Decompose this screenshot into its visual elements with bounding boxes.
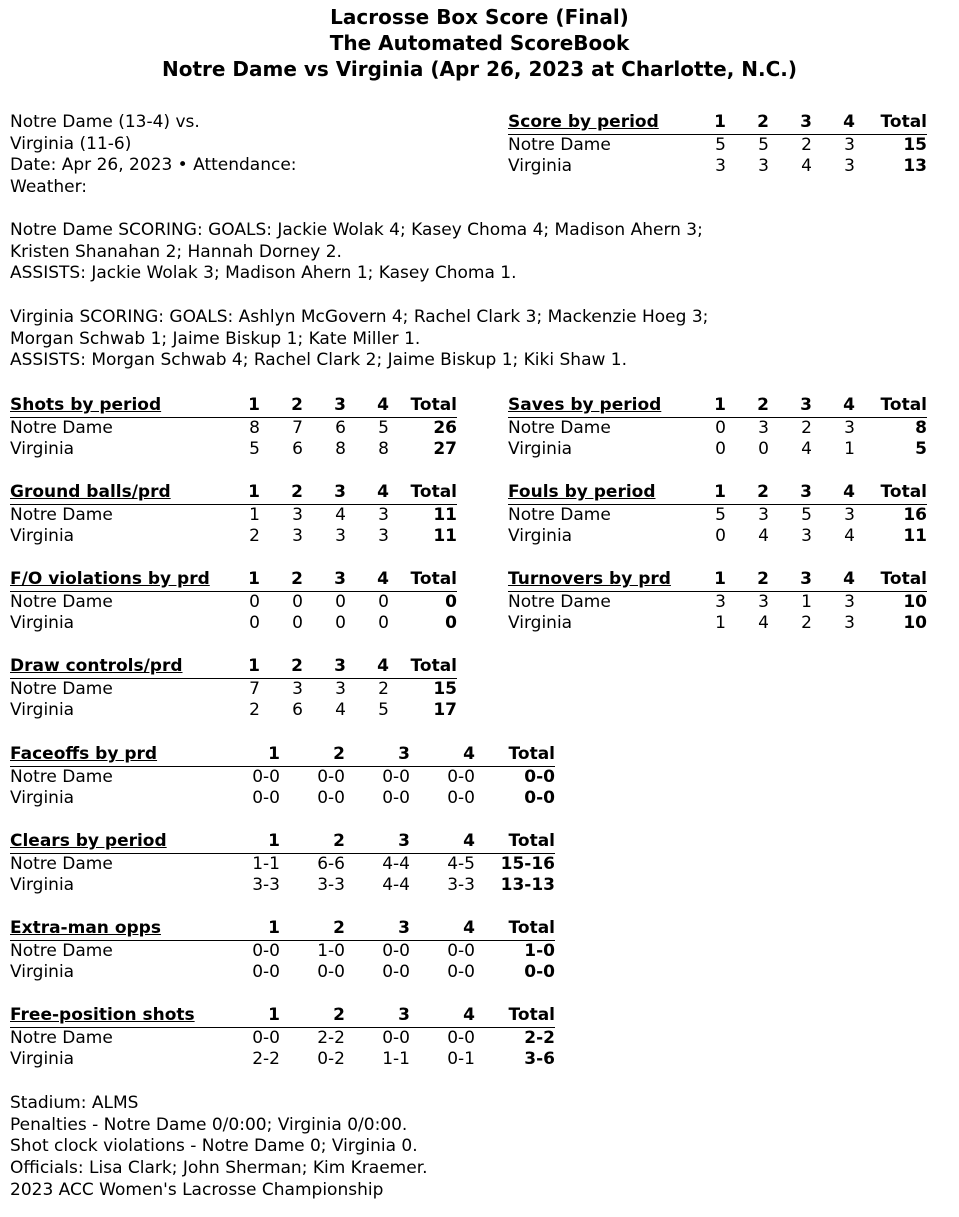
period-value: 0 [378, 613, 389, 634]
team-name: Virginia [508, 156, 573, 177]
column-header-period: 3 [345, 744, 410, 766]
period-value: 0-0 [382, 940, 410, 961]
table-row [10, 439, 457, 461]
report-subtitle: The Automated ScoreBook [329, 31, 630, 55]
period-value: 0 [335, 613, 346, 634]
nd-assists: ASSISTS: Jackie Wolak 3; Madison Ahern 1; Kasey Choma 1. [10, 263, 517, 284]
table-title: Draw controls/prd [10, 656, 230, 678]
period-value: 3 [292, 526, 303, 547]
table-header-row [508, 395, 927, 417]
period-value: 0-0 [317, 766, 345, 787]
table-row [508, 156, 927, 178]
period-value: 1 [249, 504, 260, 525]
column-header-period: 2 [280, 1005, 345, 1027]
table-row [10, 962, 555, 984]
team-name: Virginia [508, 613, 573, 634]
column-header-period: 2 [726, 569, 769, 591]
team-name: Notre Dame [10, 504, 113, 525]
column-header-period: 4 [410, 831, 475, 853]
table-row [508, 439, 927, 461]
column-header-total: Total [475, 831, 555, 853]
column-header-total: Total [389, 656, 457, 678]
game-title: Notre Dame vs Virginia (Apr 26, 2023 at Charlotte, N.C.) [161, 57, 798, 81]
column-header-period: 2 [260, 395, 303, 417]
period-value: 7 [249, 678, 260, 699]
column-header-period: 4 [346, 395, 389, 417]
period-value: 3 [844, 134, 855, 155]
column-header-period: 3 [769, 482, 812, 504]
table-row [10, 853, 555, 875]
report-title: Lacrosse Box Score (Final) [330, 5, 629, 29]
period-value: 4 [801, 156, 812, 177]
period-value: 0-0 [252, 766, 280, 787]
total-value: 0-0 [524, 788, 555, 809]
period-value: 2 [249, 526, 260, 547]
team-name: Notre Dame [10, 940, 113, 961]
column-header-period: 1 [230, 918, 280, 940]
period-value: 6 [335, 417, 346, 438]
period-value: 3 [715, 156, 726, 177]
column-header-total: Total [389, 569, 457, 591]
table-header-row [10, 744, 555, 766]
period-value: 0-0 [252, 788, 280, 809]
team-name: Notre Dame [10, 678, 113, 699]
column-header-period: 1 [690, 482, 726, 504]
table-title: Clears by period [10, 831, 230, 853]
team-name: Virginia [10, 526, 75, 547]
table-title: Saves by period [508, 395, 690, 417]
column-header-period: 3 [345, 831, 410, 853]
period-value: 5 [715, 134, 726, 155]
column-header-total: Total [855, 112, 927, 134]
period-value: 2 [801, 417, 812, 438]
period-value: 1-0 [317, 940, 345, 961]
va-goals-line1: Virginia SCORING: GOALS: Ashlyn McGovern 4; Rachel Clark 3; Mackenzie Hoeg 3; [10, 307, 709, 327]
column-header-total: Total [855, 569, 927, 591]
column-header-period: 3 [769, 395, 812, 417]
table-row [10, 875, 555, 897]
column-header-period: 1 [230, 656, 260, 678]
shot-clock-line: Shot clock violations - Notre Dame 0; Virginia 0. [10, 1136, 418, 1157]
period-value: 0-0 [447, 962, 475, 983]
period-value: 0-0 [252, 962, 280, 983]
table-title: F/O violations by prd [10, 569, 230, 591]
period-value: 3-3 [447, 875, 475, 896]
officials-line: Officials: Lisa Clark; John Sherman; Kim Kraemer. [10, 1158, 428, 1179]
total-value: 17 [433, 700, 457, 721]
period-value: 0 [715, 439, 726, 460]
column-header-period: 1 [230, 569, 260, 591]
column-header-total: Total [855, 482, 927, 504]
total-value: 0 [445, 613, 457, 634]
period-value: 0-1 [447, 1049, 475, 1070]
period-value: 3 [758, 156, 769, 177]
total-value: 15-16 [500, 853, 555, 874]
total-value: 11 [433, 504, 457, 525]
period-value: 0-0 [317, 962, 345, 983]
game-info-away: Virginia (11-6) [10, 133, 132, 154]
column-header-period: 4 [812, 482, 855, 504]
team-name: Notre Dame [508, 591, 611, 612]
column-header-period: 4 [346, 569, 389, 591]
team-name: Virginia [10, 613, 75, 634]
table-header-row [10, 569, 457, 591]
period-value: 3-3 [252, 875, 280, 896]
nd-goals-line1: Notre Dame SCORING: GOALS: Jackie Wolak 4; Kasey Choma 4; Madison Ahern 3; [10, 220, 703, 240]
period-value: 0-0 [382, 766, 410, 787]
table-title: Turnovers by prd [508, 569, 690, 591]
column-header-period: 3 [303, 569, 346, 591]
period-value: 4 [335, 700, 346, 721]
period-value: 1 [801, 591, 812, 612]
column-header-period: 2 [726, 395, 769, 417]
period-value: 8 [335, 439, 346, 460]
team-name: Notre Dame [10, 766, 113, 787]
period-value: 3 [844, 504, 855, 525]
period-value: 3 [844, 156, 855, 177]
column-header-period: 3 [345, 1005, 410, 1027]
table-row [10, 766, 555, 788]
team-name: Notre Dame [508, 134, 611, 155]
period-value: 6 [292, 439, 303, 460]
turnovers-table [508, 569, 927, 635]
free-position-shots-table [10, 1005, 555, 1071]
period-value: 8 [249, 417, 260, 438]
shots-by-period-table [10, 395, 457, 461]
total-value: 10 [903, 613, 927, 634]
column-header-period: 4 [410, 918, 475, 940]
period-value: 4 [844, 526, 855, 547]
period-value: 0-0 [447, 766, 475, 787]
period-value: 0 [249, 613, 260, 634]
period-value: 0-0 [252, 1027, 280, 1048]
period-value: 8 [378, 439, 389, 460]
column-header-period: 1 [230, 744, 280, 766]
column-header-period: 2 [726, 482, 769, 504]
column-header-period: 2 [260, 569, 303, 591]
column-header-period: 4 [410, 744, 475, 766]
period-value: 2 [378, 678, 389, 699]
period-value: 0-0 [252, 940, 280, 961]
table-title: Faceoffs by prd [10, 744, 230, 766]
period-value: 3 [758, 591, 769, 612]
period-value: 7 [292, 417, 303, 438]
column-header-period: 1 [690, 112, 726, 134]
column-header-period: 2 [280, 831, 345, 853]
table-row [10, 788, 555, 810]
table-header-row [10, 831, 555, 853]
game-info-date: Date: Apr 26, 2023 • Attendance: [10, 155, 297, 176]
team-name: Virginia [10, 875, 75, 896]
column-header-period: 2 [260, 656, 303, 678]
total-value: 1-0 [524, 940, 555, 961]
period-value: 3 [801, 526, 812, 547]
table-row [508, 134, 927, 156]
table-header-row [10, 918, 555, 940]
team-name: Notre Dame [10, 853, 113, 874]
period-value: 0 [378, 591, 389, 612]
va-assists: ASSISTS: Morgan Schwab 4; Rachel Clark 2; Jaime Biskup 1; Kiki Shaw 1. [10, 350, 628, 371]
game-info-home: Notre Dame (13-4) vs. [10, 112, 200, 132]
period-value: 3 [292, 678, 303, 699]
period-value: 0-0 [447, 788, 475, 809]
period-value: 0 [715, 526, 726, 547]
total-value: 11 [433, 526, 457, 547]
period-value: 0-2 [317, 1049, 345, 1070]
table-header-row [508, 112, 927, 134]
team-name: Virginia [10, 439, 75, 460]
period-value: 0-0 [382, 1027, 410, 1048]
total-value: 8 [915, 417, 927, 438]
period-value: 2 [249, 700, 260, 721]
column-header-total: Total [475, 1005, 555, 1027]
period-value: 3 [335, 526, 346, 547]
saves-by-period-table [508, 395, 927, 461]
table-row [508, 504, 927, 526]
period-value: 0-0 [382, 962, 410, 983]
period-value: 4 [758, 613, 769, 634]
total-value: 0-0 [524, 766, 555, 787]
table-row [10, 700, 457, 722]
column-header-total: Total [389, 395, 457, 417]
period-value: 3 [292, 504, 303, 525]
column-header-total: Total [475, 918, 555, 940]
table-row [10, 417, 457, 439]
table-row [10, 591, 457, 613]
total-value: 13 [903, 156, 927, 177]
clears-table [10, 831, 555, 897]
period-value: 0 [335, 591, 346, 612]
total-value: 15 [433, 678, 457, 699]
va-goals-line2: Morgan Schwab 1; Jaime Biskup 1; Kate Miller 1. [10, 328, 421, 349]
table-header-row [10, 1005, 555, 1027]
column-header-period: 4 [812, 395, 855, 417]
total-value: 15 [903, 134, 927, 155]
table-row [508, 591, 927, 613]
extra-man-table [10, 918, 555, 984]
column-header-period: 1 [230, 482, 260, 504]
table-header-row [10, 482, 457, 504]
table-row [10, 504, 457, 526]
table-row [10, 1027, 555, 1049]
period-value: 3 [378, 504, 389, 525]
period-value: 0 [292, 591, 303, 612]
period-value: 0 [715, 417, 726, 438]
column-header-period: 2 [260, 482, 303, 504]
table-title: Free-position shots [10, 1005, 230, 1027]
total-value: 0 [445, 591, 457, 612]
period-value: 3-3 [317, 875, 345, 896]
team-name: Notre Dame [508, 417, 611, 438]
column-header-period: 2 [726, 112, 769, 134]
column-header-period: 1 [230, 831, 280, 853]
draw-controls-table [10, 656, 457, 722]
notre-dame-scoring [10, 220, 703, 285]
period-value: 1-1 [382, 1049, 410, 1070]
total-value: 0-0 [524, 962, 555, 983]
period-value: 5 [249, 439, 260, 460]
period-value: 3 [844, 591, 855, 612]
table-title: Shots by period [10, 395, 230, 417]
column-header-period: 3 [345, 918, 410, 940]
column-header-period: 2 [280, 744, 345, 766]
fo-violations-table [10, 569, 457, 635]
column-header-period: 1 [230, 1005, 280, 1027]
period-value: 0 [758, 439, 769, 460]
period-value: 4-4 [382, 875, 410, 896]
period-value: 3 [715, 591, 726, 612]
column-header-period: 3 [303, 395, 346, 417]
total-value: 10 [903, 591, 927, 612]
total-value: 13-13 [500, 875, 555, 896]
period-value: 1-1 [252, 853, 280, 874]
column-header-period: 3 [303, 482, 346, 504]
fouls-by-period-table [508, 482, 927, 548]
table-title: Fouls by period [508, 482, 690, 504]
total-value: 2-2 [524, 1027, 555, 1048]
total-value: 5 [915, 439, 927, 460]
table-row [10, 940, 555, 962]
period-value: 6 [292, 700, 303, 721]
table-row [10, 613, 457, 635]
period-value: 4-4 [382, 853, 410, 874]
period-value: 2-2 [252, 1049, 280, 1070]
nd-goals-line2: Kristen Shanahan 2; Hannah Dorney 2. [10, 241, 342, 262]
column-header-period: 3 [303, 656, 346, 678]
column-header-period: 2 [280, 918, 345, 940]
period-value: 0 [249, 591, 260, 612]
virginia-scoring [10, 307, 708, 372]
column-header-period: 4 [346, 482, 389, 504]
period-value: 2 [801, 613, 812, 634]
period-value: 3 [844, 613, 855, 634]
period-value: 4 [758, 526, 769, 547]
period-value: 0-0 [317, 788, 345, 809]
column-header-period: 1 [230, 395, 260, 417]
period-value: 2 [801, 134, 812, 155]
period-value: 5 [715, 504, 726, 525]
period-value: 0-0 [382, 788, 410, 809]
period-value: 5 [378, 417, 389, 438]
table-row [10, 526, 457, 548]
table-row [508, 526, 927, 548]
period-value: 4 [335, 504, 346, 525]
period-value: 3 [844, 417, 855, 438]
ground-balls-table [10, 482, 457, 548]
period-value: 4 [801, 439, 812, 460]
team-name: Notre Dame [508, 504, 611, 525]
faceoffs-table [10, 744, 555, 810]
championship-line: 2023 ACC Women's Lacrosse Championship [10, 1179, 384, 1200]
team-name: Virginia [508, 526, 573, 547]
total-value: 3-6 [524, 1049, 555, 1070]
game-info [10, 112, 297, 199]
column-header-total: Total [475, 744, 555, 766]
table-row [508, 613, 927, 635]
table-row [10, 678, 457, 700]
team-name: Virginia [10, 700, 75, 721]
table-title: Ground balls/prd [10, 482, 230, 504]
penalties-line: Penalties - Notre Dame 0/0:00; Virginia 0/0:00. [10, 1114, 408, 1135]
team-name: Notre Dame [10, 417, 113, 438]
period-value: 0 [292, 613, 303, 634]
period-value: 5 [801, 504, 812, 525]
period-value: 3 [378, 526, 389, 547]
column-header-total: Total [855, 395, 927, 417]
column-header-period: 4 [812, 112, 855, 134]
table-header-row [10, 656, 457, 678]
period-value: 0-0 [447, 940, 475, 961]
total-value: 26 [433, 417, 457, 438]
period-value: 4-5 [447, 853, 475, 874]
column-header-total: Total [389, 482, 457, 504]
team-name: Virginia [10, 788, 75, 809]
period-value: 5 [378, 700, 389, 721]
team-name: Virginia [10, 1049, 75, 1070]
table-title: Score by period [508, 112, 690, 134]
table-row [10, 1049, 555, 1071]
table-header-row [508, 482, 927, 504]
game-info-weather: Weather: [10, 177, 88, 198]
total-value: 27 [433, 439, 457, 460]
period-value: 1 [715, 613, 726, 634]
period-value: 5 [758, 134, 769, 155]
period-value: 6-6 [317, 853, 345, 874]
column-header-period: 1 [690, 569, 726, 591]
period-value: 3 [758, 417, 769, 438]
table-row [508, 417, 927, 439]
period-value: 2-2 [317, 1027, 345, 1048]
period-value: 1 [844, 439, 855, 460]
stadium-line: Stadium: ALMS [10, 1093, 139, 1113]
game-footer [10, 1093, 428, 1202]
team-name: Notre Dame [10, 1027, 113, 1048]
team-name: Virginia [10, 962, 75, 983]
table-header-row [10, 395, 457, 417]
column-header-period: 4 [410, 1005, 475, 1027]
team-name: Virginia [508, 439, 573, 460]
total-value: 11 [903, 526, 927, 547]
period-value: 0-0 [447, 1027, 475, 1048]
team-name: Notre Dame [10, 591, 113, 612]
column-header-period: 4 [346, 656, 389, 678]
column-header-period: 3 [769, 112, 812, 134]
table-header-row [508, 569, 927, 591]
period-value: 3 [758, 504, 769, 525]
column-header-period: 1 [690, 395, 726, 417]
column-header-period: 4 [812, 569, 855, 591]
total-value: 16 [903, 504, 927, 525]
column-header-period: 3 [769, 569, 812, 591]
period-value: 3 [335, 678, 346, 699]
table-title: Extra-man opps [10, 918, 230, 940]
score-by-period-table [508, 112, 927, 178]
